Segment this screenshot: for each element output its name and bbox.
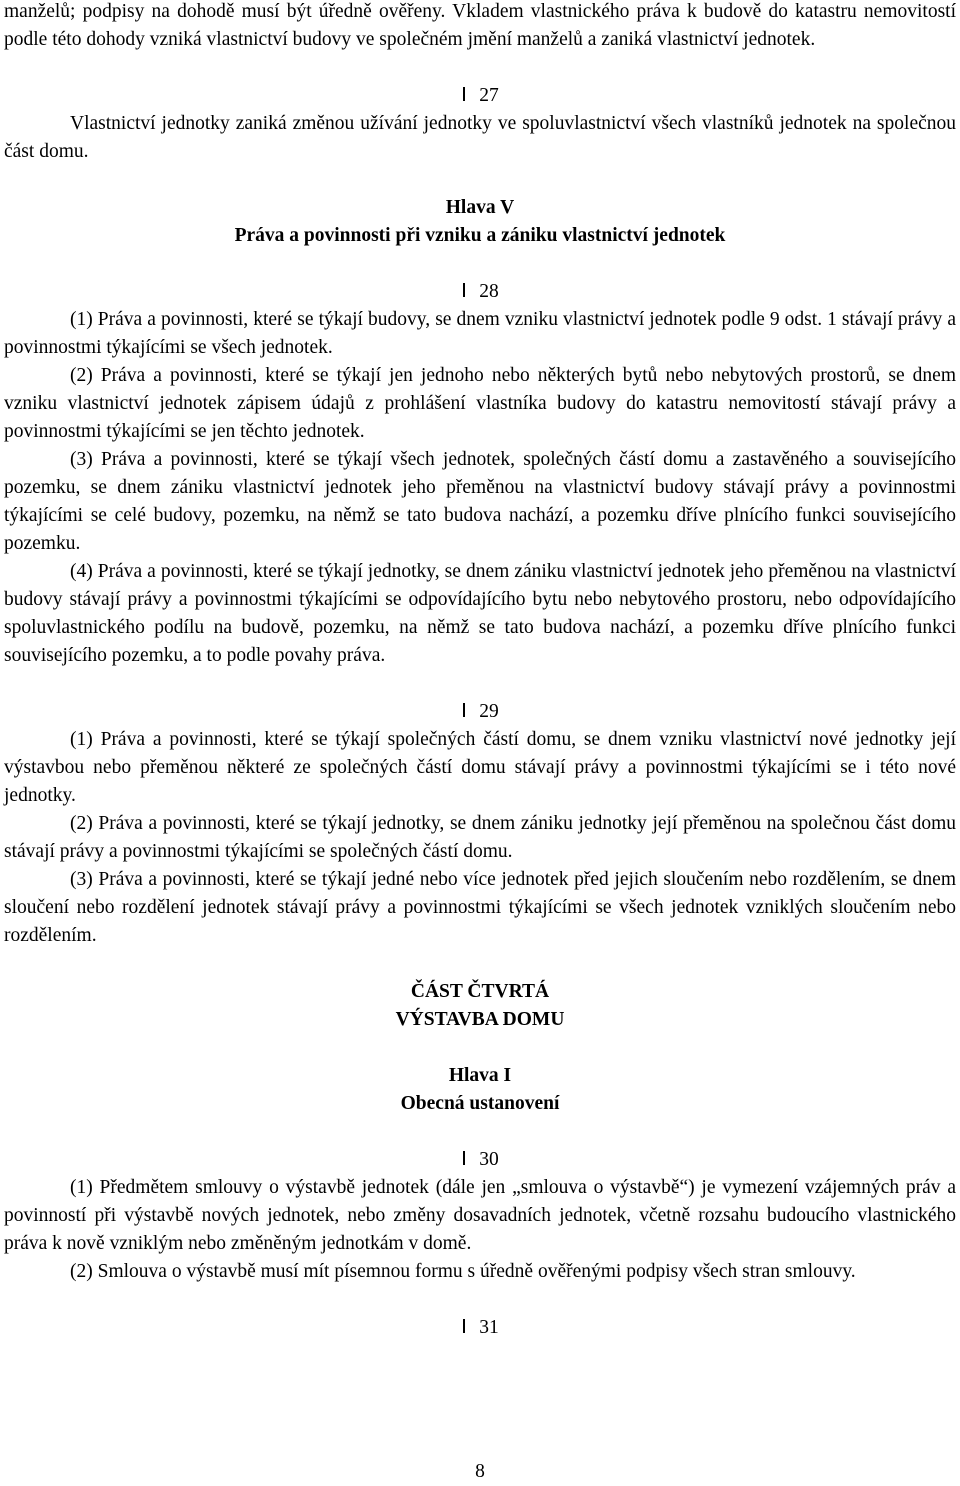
- section-29-number: 29: [479, 701, 499, 722]
- section-28-para-3: (3) Práva a povinnosti, které se týkají všech jednotek, společných částí domu a zastavěného a souvisejícího pozemku, se dnem zániku vlastnictví jednotek jeho přeměnou na vlastnictví budovy stávají právy a povinnostmi týkajícími se celé budovy, pozemku, na němž se tato budova nachází, a pozemku dříve plnícího funkci souvisejícího pozemku.: [4, 449, 956, 554]
- section-29-para-3: (3) Práva a povinnosti, které se týkají jedné nebo více jednotek před jejich sloučením nebo rozdělením, se dnem sloučení nebo rozdělení jednotek stávají právy a povinnostmi týkajícími se všech jednotek vzniklých sloučením nebo rozdělením.: [4, 869, 956, 946]
- section-27-heading: [4, 82, 956, 110]
- section-30-heading: [4, 1146, 956, 1174]
- chapter-1-label: Hlava I: [448, 1065, 512, 1086]
- section-27-number: 27: [479, 85, 499, 106]
- chapter-1-title: Obecná ustanovení: [400, 1093, 560, 1114]
- section-29-heading: [4, 698, 956, 726]
- part-4-label: ČÁST ČTVRTÁ: [410, 981, 550, 1002]
- section-27-text: Vlastnictví jednotky zaniká změnou užívání jednotky ve spoluvlastnictví všech vlastníků jednotek na společnou část domu.: [4, 113, 956, 162]
- chapter-5-title: Práva a povinnosti při vzniku a zániku vlastnictví jednotek: [234, 225, 726, 246]
- paragraph-intro: manželů; podpisy na dohodě musí být úředně ověřeny. Vkladem vlastnického práva k budově do katastru nemovitostí podle této dohody vzniká vlastnictví budovy ve společném jmění manželů a zaniká vlastnictví jednotek.: [4, 1, 956, 50]
- section-30-para-2: (2) Smlouva o výstavbě musí mít písemnou formu s úředně ověřenými podpisy všech stran smlouvy.: [70, 1261, 856, 1282]
- section-30-para-1: (1) Předmětem smlouvy o výstavbě jednotek (dále jen „smlouva o výstavbě“) je vymezení vzájemných práv a povinností při výstavbě nových jednotek, nebo změny dosavadních jednotek, včetně rozsahu budoucího vlastnického práva k nově vzniklým nebo změněným jednotkám v domě.: [4, 1177, 956, 1254]
- section-28-heading: [4, 278, 956, 306]
- section-28-number: 28: [479, 281, 499, 302]
- section-29-para-1: (1) Práva a povinnosti, které se týkají společných částí domu, se dnem vzniku vlastnictví nové jednotky její výstavbou nebo přeměnou některé ze společných částí domu stávají právy a povinnostmi týkajícími se i této nové jednotky.: [4, 729, 956, 806]
- part-4-title: VÝSTAVBA DOMU: [395, 1009, 565, 1030]
- section-28-para-4: (4) Práva a povinnosti, které se týkají jednotky, se dnem zániku vlastnictví jednotek jeho přeměnou na vlastnictví budovy stávají právy a povinnostmi týkajícími se odpovídajícího bytu nebo nebytového prostoru, nebo odpovídajícího spoluvlastnického podílu na budově, pozemku, na němž se tato budova nachází, a pozemku dříve plnícího funkci souvisejícího pozemku, a to podle povahy práva.: [4, 561, 956, 666]
- chapter-5-label: Hlava V: [445, 197, 515, 218]
- section-28-para-2: (2) Práva a povinnosti, které se týkají jen jednoho nebo některých bytů nebo nebytových prostorů, se dnem vzniku vlastnictví jednotek zápisem údajů z prohlášení vlastníka budovy do katastru nemovitostí stávají právy a povinnostmi týkajícími se jen těchto jednotek.: [4, 365, 956, 442]
- section-31-heading: [4, 1314, 956, 1342]
- section-29-para-2: (2) Práva a povinnosti, které se týkají jednotky, se dnem zániku jednotky její přeměnou na společnou část domu stávají právy a povinnostmi týkajícími se společných částí domu.: [4, 813, 956, 862]
- page-number: 8: [475, 1461, 485, 1482]
- section-31-number: 31: [479, 1317, 499, 1338]
- section-30-number: 30: [479, 1149, 499, 1170]
- section-28-para-1: (1) Práva a povinnosti, které se týkají budovy, se dnem vzniku vlastnictví jednotek podle 9 odst. 1 stávají právy a povinnostmi týkajícími se všech jednotek.: [4, 309, 956, 358]
